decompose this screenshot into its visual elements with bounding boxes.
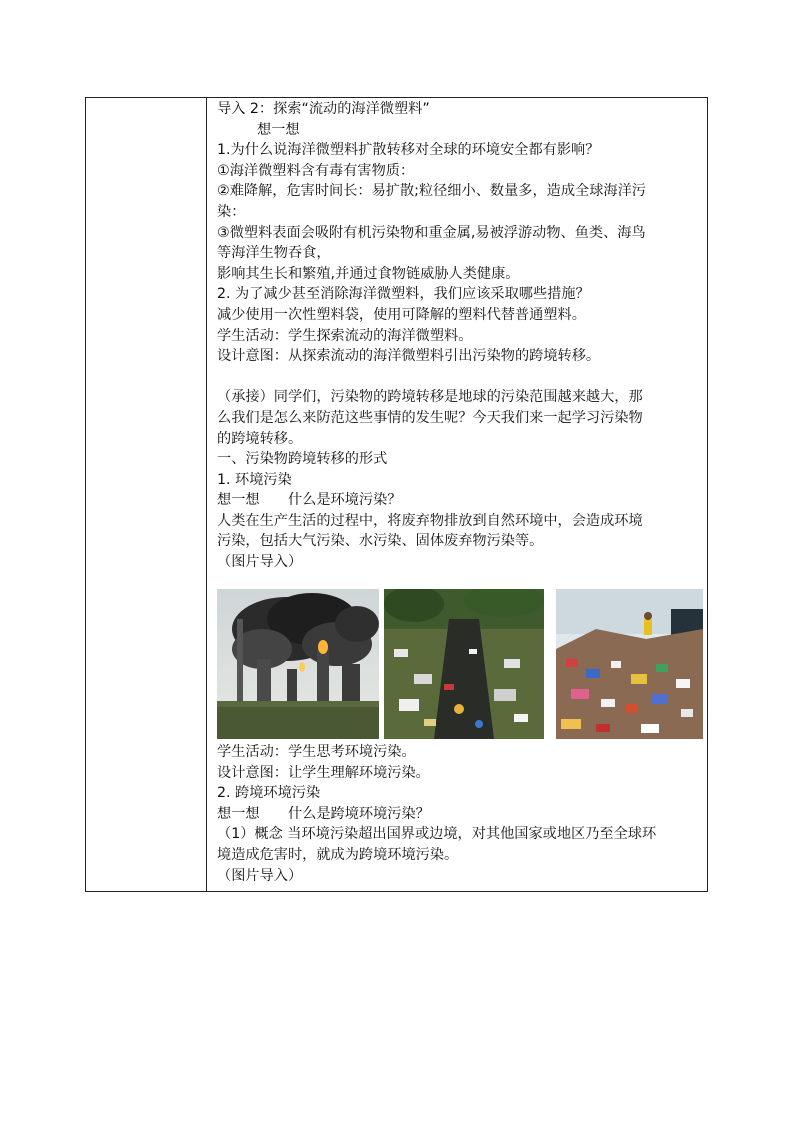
text-line: （图片导入） <box>217 554 303 571</box>
text-line: 影响其生长和繁殖,并通过食物链威胁人类健康。 <box>217 265 520 282</box>
text-line: ③微塑料表面会吸附有机污染物和重金属,易被浮游动物、鱼类、海鸟 <box>217 224 646 241</box>
text-line: 导入 2：探索“流动的海洋微塑料” <box>217 101 430 117</box>
subsection-heading: 1. 环境污染 <box>217 471 292 488</box>
text-line: （承接）同学们，污染物的跨境转移是地球的污染范围越来越大，那 <box>217 389 643 406</box>
text-line: 学生活动：学生思考环境污染。 <box>217 744 416 760</box>
lesson-content-continued <box>217 742 705 886</box>
text-line: 减少使用一次性塑料袋，使用可降解的塑料代替普通塑料。 <box>217 306 586 323</box>
text-line: 污染，包括大气污染、水污染、固体废弃物污染等。 <box>217 533 544 550</box>
pollution-photos <box>217 589 705 739</box>
subsection-heading: 2. 跨境环境污染 <box>217 785 321 802</box>
section-heading: 一、污染物跨境转移的形式 <box>217 451 388 468</box>
polluted-stream-photo <box>384 589 544 739</box>
text-line: 么我们是怎么来防范这些事情的发生呢？今天我们来一起学习污染物 <box>217 409 643 426</box>
text-line: 人类在生产生活的过程中，将废弃物排放到自然环境中，会造成环境 <box>217 512 643 529</box>
text-line: （1）概念 当环境污染超出国界或边境，对其他国家或地区乃至全球环 <box>217 826 657 843</box>
blank-line <box>217 367 705 388</box>
garbage-landfill-photo <box>556 589 703 739</box>
text-line: 染： <box>217 203 246 220</box>
text-line: 的跨境转移。 <box>217 430 303 447</box>
lesson-content <box>217 99 705 884</box>
text-line: 设计意图：让学生理解环境污染。 <box>217 764 430 781</box>
text-line: 2. 为了减少甚至消除海洋微塑料，我们应该采取哪些措施？ <box>217 286 590 303</box>
column-divider <box>206 98 207 891</box>
text-line: 学生活动：学生探索流动的海洋微塑料。 <box>217 327 473 344</box>
text-line: ②难降解，危害时间长：易扩散;粒径细小、数量多，造成全球海洋污 <box>217 183 646 200</box>
text-line: 等海洋生物吞食， <box>217 245 331 262</box>
text-line: ①海洋微塑料含有毒有害物质： <box>217 162 415 179</box>
lesson-table <box>85 97 708 892</box>
text-line: 想一想 什么是跨境环境污染？ <box>217 805 430 822</box>
text-line: 境造成危害时，就成为跨境环境污染。 <box>217 846 459 863</box>
factory-smoke-photo <box>217 589 379 739</box>
text-line: 设计意图：从探索流动的海洋微塑料引出污染物的跨境转移。 <box>217 348 601 365</box>
text-line: （图片导入） <box>217 867 303 884</box>
text-line: 想一想 什么是环境污染？ <box>217 492 402 509</box>
text-line: 1.为什么说海洋微塑料扩散转移对全球的环境安全都有影响？ <box>217 142 600 159</box>
text-line: 想一想 <box>257 121 300 138</box>
